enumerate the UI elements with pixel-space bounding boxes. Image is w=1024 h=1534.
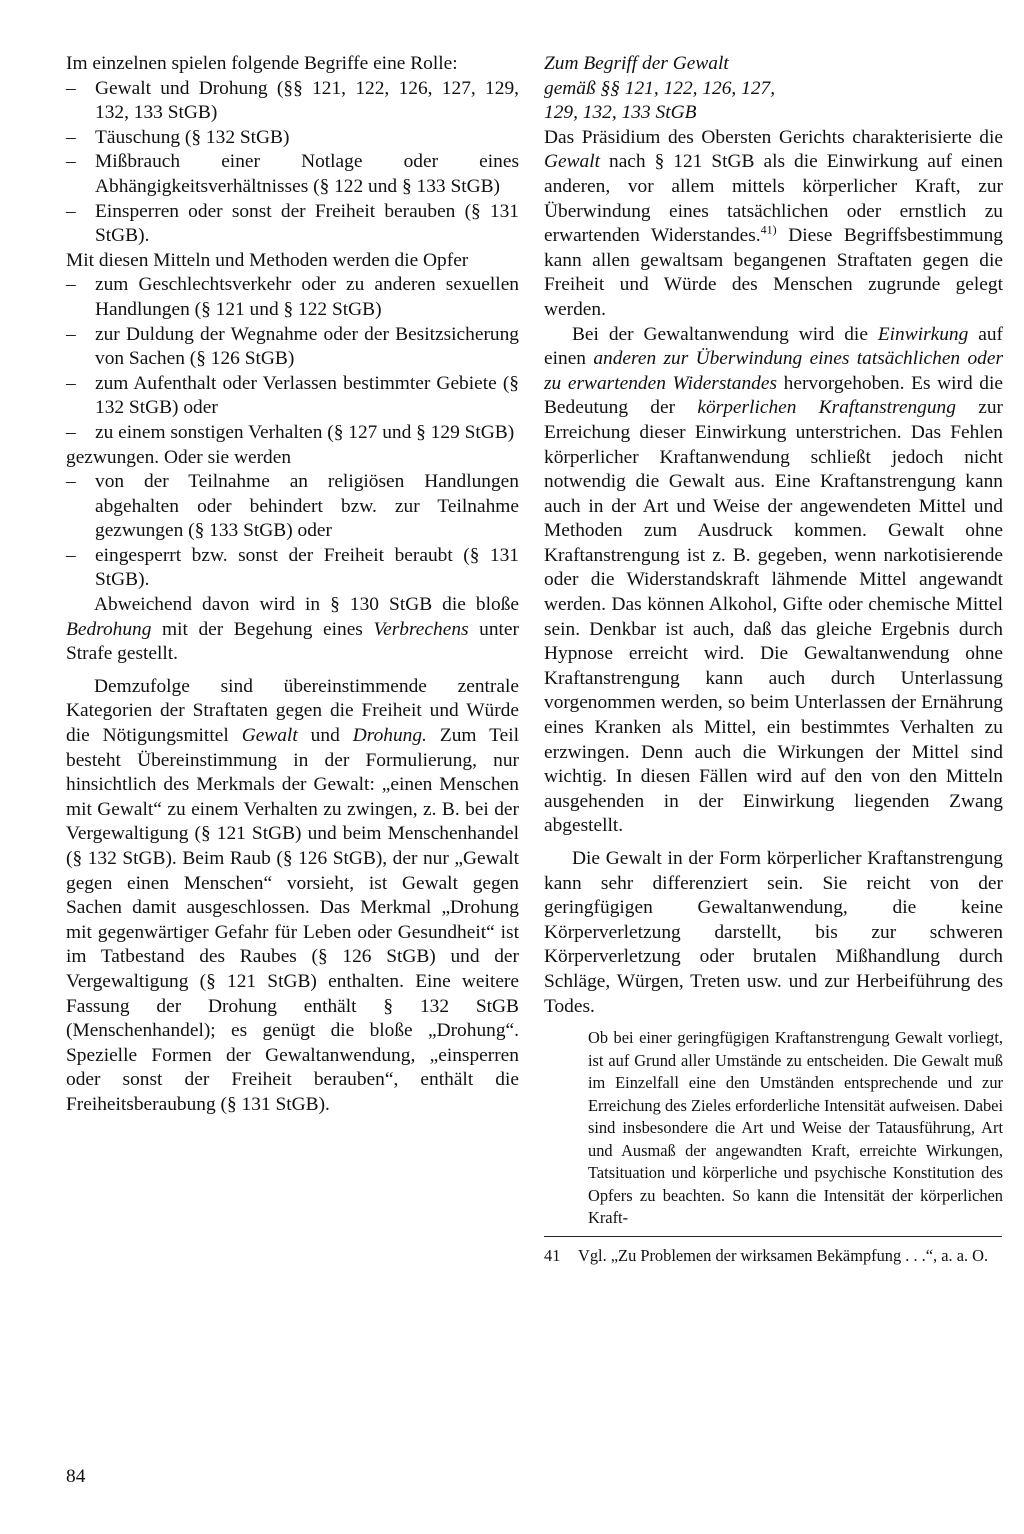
definition-paragraph: Das Präsidium des Obersten Gerichts charakterisierte die Gewalt nach § 121 StGB als die Einwirkung auf einen anderen, vor allem mittels körperlicher Kraft, zur Überwindung eines tatsächlichen oder ernstlich zu erwartenden Widerstandes.$^{41)}$ Diese Begriffsbestimmung kann allen gewaltsam begangenen Straftaten gegen die Freiheit und Würde des Menschen zugrunde gelegt werden. [544, 126, 1003, 320]
force-use-paragraph: Bei der Gewaltanwendung wird die Einwirkung auf einen anderen zur Überwindung eines tatsächlichen oder zu erwartenden Widerstandes hervorgehoben. Es wird die Bedeutung der körperlichen Kraftanstrengung zur Erreichung dieser Einwirkung unterstrichen. Das Fehlen körperlicher Kraftanwendung schließt jedoch nicht notwendig die Gewalt aus. Eine Kraftanstrengung kann auch in der Art und Weise der angewendeten Mittel und Methoden zum Ausdruck kommen. Gewalt ohne Kraftanstrengung ist z. B. gegeben, wenn narkotisierende oder die Widerstandskraft lähmende Mittel angewandt werden. Das können Alkohol, Gifte oder chemische Mittel sein. Denkbar ist auch, daß das gleiche Ergebnis durch Hypnose erreicht wird. Die Gewaltanwendung ohne Kraftanstrengung kann auch durch Unterlassung vorgenommen werden, so beim Unterlassen der Ernährung eines Kranken als Mittel, ein bestimmtes Verhalten zu erzwingen. Denn auch die Wirkungen der Mittel sind wichtig. In diesen Fällen wird auf den von den Mitteln ausgehenden in der Einwirkung liegenden Zwang abgestellt. [544, 323, 1003, 837]
page-number: 84 [66, 1466, 86, 1487]
footnote-number: 41 [544, 1245, 561, 1265]
small-print-paragraph: Ob bei einer geringfügigen Kraftanstrengung Gewalt vorliegt, ist auf Grund aller Umstände zu entscheiden. Die Gewalt muß im Einzelfall eine den Umständen entsprechende und zur Erreichung des Zieles erforderliche Intensität aufweisen. Dabei sind insbesondere die Art und Weise der Tatausführung, Art und Ausmaß der angewandten Kraft, erreichte Wirkungen, Tatsituation und körperliche und psychische Konstitution des Opfers zu beachten. So kann die Intensität der körperlichen Kraft- [588, 1028, 1003, 1228]
list-item: – zum Geschlechtsverkehr oder zu anderen sexuellen Handlungen (§ 121 und § 122 StGB) [66, 273, 519, 322]
list-item: – zum Aufenthalt oder Verlassen bestimmter Gebiete (§ 132 StGB) oder [66, 372, 519, 421]
list-item: – zur Duldung der Wegnahme oder der Besitzsicherung von Sachen (§ 126 StGB) [66, 323, 519, 372]
footnote-divider [544, 1236, 1002, 1237]
list-item: – von der Teilnahme an religiösen Handlungen abgehalten oder behindert bzw. zur Teilnahme gezwungen (§ 133 StGB) oder [66, 470, 519, 544]
footnote-reference: 41) [760, 222, 777, 237]
list-item: – eingesperrt bzw. sonst der Freiheit beraubt (§ 131 StGB). [66, 544, 519, 593]
list-item: – Mißbrauch einer Notlage oder eines Abhängigkeitsverhältnisses (§ 122 und § 133 StGB) [66, 150, 519, 199]
list-item: – Einsperren oder sonst der Freiheit berauben (§ 131 StGB). [66, 200, 519, 249]
footnote [544, 1245, 1003, 1268]
right-column [544, 52, 1003, 1267]
list-item: – Täuschung (§ 132 StGB) [66, 126, 519, 151]
terms-list [66, 77, 519, 249]
forced-line: gezwungen. Oder sie werden [66, 446, 292, 468]
intro-paragraph: Im einzelnen spielen folgende Begriffe eine Rolle: [66, 53, 458, 74]
central-categories-paragraph: Demzufolge sind übereinstimmende zentrale Kategorien der Straftaten gegen die Freiheit und Würde die Nötigungsmittel Gewalt und Drohung. Zum Teil besteht Übereinstimmung in der Formulierung, nur hinsichtlich des Merkmals der Gewalt: „einen Menschen mit Gewalt“ zu einem Verhalten zu zwingen, z. B. bei der Vergewaltigung (§ 121 StGB) und beim Menschenhandel (§ 132 StGB). Beim Raub (§ 126 StGB), der nur „Gewalt gegen einen Menschen“ vorsieht, ist Gewalt gegen Sachen damit ausgeschlossen. Das Merkmal „Drohung mit gegenwärtiger Gefahr für Leben oder Gesundheit“ ist im Tatbestand des Raubes (§ 126 StGB) und der Vergewaltigung (§ 121 StGB) enthalten. Eine weitere Fassung der Drohung enthält § 132 StGB (Menschenhandel); es genügt die bloße „Drohung“. Spezielle Formen der Gewaltanwendung, „einsperren oder sonst der Freiheit berauben“, enthält die Freiheitsberaubung (§ 131 StGB). [66, 675, 520, 1115]
further-list [66, 470, 519, 593]
threat-paragraph: Abweichend davon wird in § 130 StGB die bloße Bedrohung mit der Begehung eines Verbrechens unter Strafe gestellt. [66, 594, 519, 665]
forms-paragraph: Die Gewalt in der Form körperlicher Kraftanstrengung kann sehr differenziert sein. Sie reicht von der geringfügigen Gewaltanwendung, die keine Körperverletzung darstellt, bis zur schweren Körperverletzung oder brutalen Mißhandlung durch Schläge, Würgen, Treten usw. und zur Herbeiführung des Todes. [544, 848, 1003, 1017]
means-intro: Mit diesen Mitteln und Methoden werden die Opfer [66, 249, 469, 271]
coerced-list [66, 273, 519, 445]
section-heading: Zum Begriff der Gewalt gemäß §§ 121, 122, 126, 127, 129, 132, 133 StGB [544, 53, 776, 124]
list-item: – zu einem sonstigen Verhalten (§ 127 und § 129 StGB) [66, 421, 519, 446]
list-item: – Gewalt und Drohung (§§ 121, 122, 126, 127, 129, 132, 133 StGB) [66, 77, 519, 126]
left-column [66, 52, 519, 1118]
footnote-text: Vgl. „Zu Problemen der wirksamen Bekämpfung . . .“, a. a. O. [578, 1245, 989, 1265]
